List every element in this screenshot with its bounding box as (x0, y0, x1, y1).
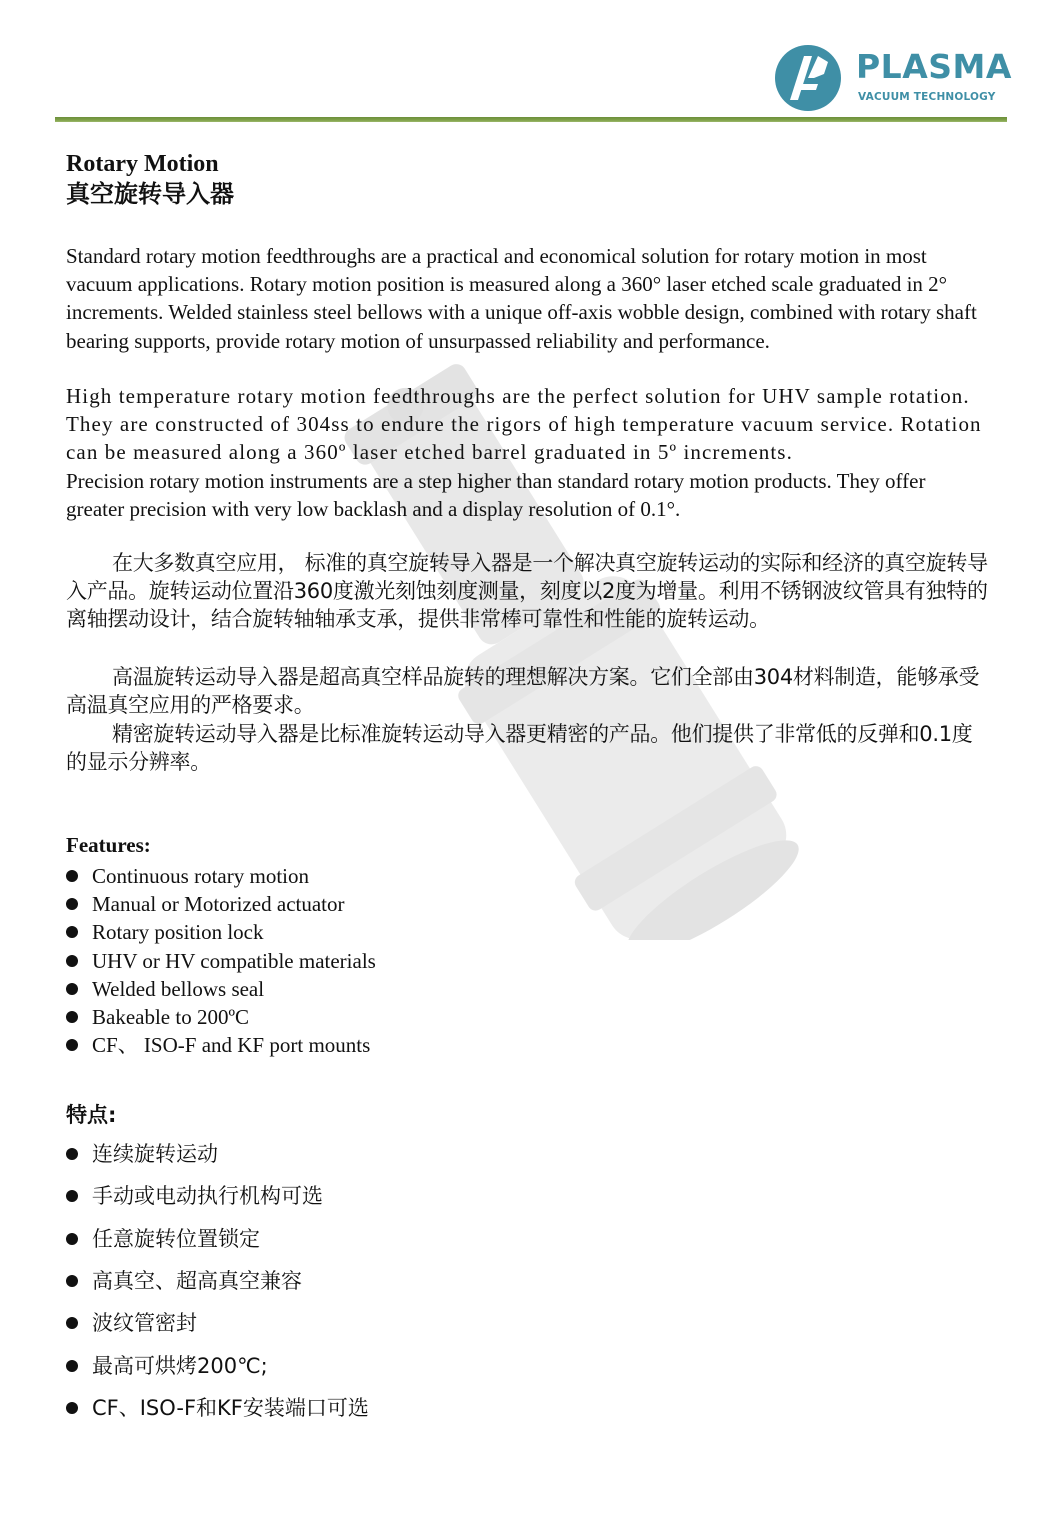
list-item (66, 1003, 376, 1031)
bullet-icon (66, 1360, 78, 1372)
feature-text: Continuous rotary motion (92, 864, 309, 889)
feature-text: 手动或电动执行机构可选 (92, 1184, 323, 1209)
features-heading-chinese: 特点: (66, 1103, 117, 1127)
feature-text: CF、ISO-F和KF安装端口可选 (92, 1395, 369, 1420)
list-item (66, 1218, 369, 1260)
features-list (66, 862, 376, 1059)
list-item (66, 862, 376, 890)
bullet-icon (66, 898, 78, 910)
bullet-icon (66, 870, 78, 882)
bullet-icon (66, 1402, 78, 1414)
paragraph-precision: Precision rotary motion instruments are a step higher than standard rotary motion products. They offer greater precision with very low backlash and a display resolution of 0.1°. (66, 469, 926, 522)
page-title-chinese: 真空旋转导入器 (66, 180, 234, 208)
plasma-logo-icon (774, 44, 842, 112)
feature-text: 高真空、超高真空兼容 (92, 1269, 302, 1294)
bullet-icon (66, 1148, 78, 1160)
features-list-chinese (66, 1133, 369, 1429)
feature-text: 波纹管密封 (92, 1311, 197, 1336)
bullet-icon (66, 955, 78, 967)
feature-text: Manual or Motorized actuator (92, 892, 345, 917)
feature-text: Rotary position lock (92, 920, 264, 945)
features-heading: Features: (66, 833, 151, 857)
list-item (66, 890, 376, 918)
bullet-icon (66, 1011, 78, 1023)
feature-text: 连续旋转运动 (92, 1142, 218, 1167)
bullet-icon (66, 926, 78, 938)
paragraph-cn-standard: 在大多数真空应用， 标准的真空旋转导入器是一个解决真空旋转运动的实际和经济的真空旋转导入产品。旋转运动位置沿360度激光刻蚀刻度测量，刻度以2度为增量。利用不锈钢波纹管具有独特的离轴摆动设计，结合旋转轴轴承支承，提供非常棒可靠性和性能的旋转运动。 (66, 551, 988, 631)
bullet-icon (66, 1317, 78, 1329)
feature-text: CF、 ISO-F and KF port mounts (92, 1033, 371, 1058)
list-item (66, 1344, 369, 1386)
bullet-icon (66, 983, 78, 995)
paragraph-cn-precision: 精密旋转运动导入器是比标准旋转运动导入器更精密的产品。他们提供了非常低的反弹和0.1度的显示分辨率。 (66, 722, 973, 774)
feature-text: 任意旋转位置锁定 (92, 1226, 260, 1251)
list-item (66, 1175, 369, 1217)
list-item (66, 975, 376, 1003)
list-item (66, 1133, 369, 1175)
feature-text: Bakeable to 200ºC (92, 1005, 249, 1030)
paragraph-standard-rotary: Standard rotary motion feedthroughs are a practical and economical solution for rotary motion in most vacuum applications. Rotary motion position is measured along a 360° laser etched scale graduated in 2° increments. Welded stainless steel bellows with a unique off-axis wobble design, combined with rotary shaft bearing supports, provide rotary motion of unsurpassed reliability and performance. (66, 244, 977, 353)
list-item (66, 918, 376, 946)
list-item (66, 1031, 376, 1059)
bullet-icon (66, 1039, 78, 1051)
paragraph-cn-high-temperature: 高温旋转运动导入器是超高真空样品旋转的理想解决方案。它们全部由304材料制造，能够承受高温真空应用的严格要求。 (66, 665, 980, 717)
company-logo (774, 44, 1012, 116)
bullet-icon (66, 1275, 78, 1287)
feature-text: UHV or HV compatible materials (92, 948, 376, 973)
list-item (66, 1260, 369, 1302)
list-item (66, 1302, 369, 1344)
page-title-english: Rotary Motion (66, 151, 219, 177)
feature-text: Welded bellows seal (92, 976, 265, 1001)
header-divider (55, 117, 1007, 122)
logo-subtitle: VACUUM TECHNOLOGY (858, 91, 996, 103)
list-item (66, 947, 376, 975)
paragraph-high-temperature: High temperature rotary motion feedthroughs are the perfect solution for UHV sample rotation. They are constructed of 304ss to endure the rigors of high temperature vacuum service. Rotation can be measured along a 360º laser etched barrel graduated in 5º increments. (66, 384, 982, 465)
bullet-icon (66, 1190, 78, 1202)
list-item (66, 1387, 369, 1429)
feature-text: 最高可烘烤200℃; (92, 1353, 268, 1378)
bullet-icon (66, 1233, 78, 1245)
logo-title: PLASMA (856, 47, 1012, 86)
